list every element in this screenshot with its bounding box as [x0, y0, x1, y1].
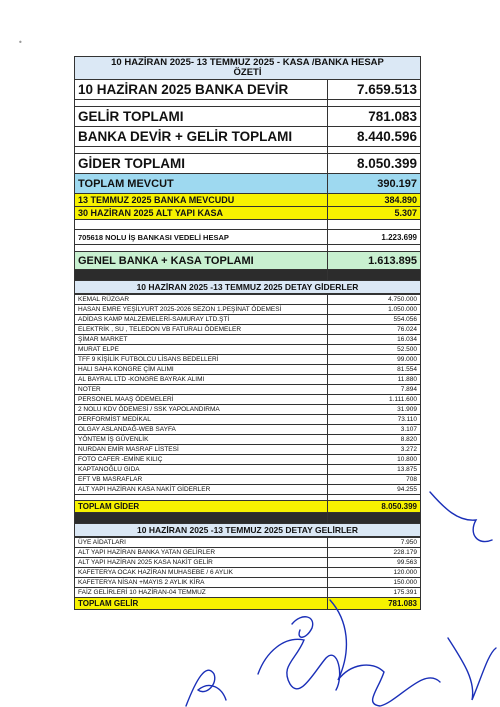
gider-toplami-label: GİDER TOPLAMI	[75, 154, 328, 174]
gider-row-label: HALI SAHA KONGRE ÇİM ALIMI	[75, 365, 328, 375]
gider-row-label: YÖNTEM İŞ GÜVENLİK	[75, 435, 328, 445]
gelir-row-value: 150.000	[328, 578, 421, 588]
gider-row-label: NOTER	[75, 385, 328, 395]
gider-row-label: TFF 9 KİŞİLİK FUTBOLCU LİSANS BEDELLERİ	[75, 355, 328, 365]
gider-row-label: ALT YAPI HAZİRAN KASA NAKİT GİDERLER	[75, 485, 328, 495]
gider-row-value: 81.554	[328, 365, 421, 375]
gider-row-label: OLGAY ASLANDAĞ-WEB SAYFA	[75, 425, 328, 435]
gelir-row-value: 175.391	[328, 588, 421, 598]
gelir-toplami-label: GELİR TOPLAMI	[75, 107, 328, 127]
banka-devir-value: 7.659.513	[328, 80, 421, 100]
signature-4	[448, 638, 496, 700]
gider-row-label: AL BAYRAL LTD -KONGRE BAYRAK ALIMI	[75, 375, 328, 385]
genel-toplam-value: 1.613.895	[328, 252, 421, 270]
gelir-row-label: FAİZ GELİRLERİ 10 HAZİRAN-04 TEMMUZ	[75, 588, 328, 598]
gelir-toplami-value: 781.083	[328, 107, 421, 127]
gider-row-label: ADİDAS KAMP MALZEMELERİ-SAMURAY LTD.ŞTİ	[75, 315, 328, 325]
banka-devir-gelir-value: 8.440.596	[328, 127, 421, 147]
toplam-mevcut-value: 390.197	[328, 174, 421, 194]
gelir-row-value: 99.563	[328, 558, 421, 568]
gelir-row-label: ALT YAPI HAZİRAN 2025 KASA NAKİT GELİR	[75, 558, 328, 568]
genel-toplam-label: GENEL BANKA + KASA TOPLAMI	[75, 252, 328, 270]
banka-devir-gelir-label: BANKA DEVİR + GELİR TOPLAMI	[75, 127, 328, 147]
gider-row-value: 11.880	[328, 375, 421, 385]
gider-row-value: 708	[328, 475, 421, 485]
toplam-gelir-value: 781.083	[328, 598, 421, 610]
gider-row-value: 3.107	[328, 425, 421, 435]
gider-row-value: 1.111.600	[328, 395, 421, 405]
vadeli-hesap-label: 705618 NOLU İŞ BANKASI VEDELİ HESAP	[75, 230, 328, 245]
signature-5	[430, 492, 492, 542]
gelir-row-label: KAFETERYA OCAK HAZİRAN MUHASEBE / 6 AYLIK	[75, 568, 328, 578]
gelirler-title: 10 HAZİRAN 2025 -13 TEMMUZ 2025 DETAY GELİRLER	[75, 524, 421, 537]
signature-2	[258, 639, 340, 690]
signature-1	[186, 670, 226, 706]
gelir-row-value: 120.000	[328, 568, 421, 578]
gider-row-label: KEMAL RÜZGAR	[75, 295, 328, 305]
page-subtitle: ÖZETİ	[233, 67, 262, 78]
gider-row-value: 7.894	[328, 385, 421, 395]
gider-row-value: 16.034	[328, 335, 421, 345]
alt-yapi-kasa-value: 5.307	[328, 207, 421, 220]
gelir-row-label: ÜYE AİDATLARI	[75, 538, 328, 548]
gider-row-value: 94.255	[328, 485, 421, 495]
toplam-gider-label: TOPLAM GİDER	[75, 501, 328, 513]
gelir-row-value: 228.179	[328, 548, 421, 558]
gider-row-label: HASAN EMRE YEŞİLYURT 2025-2026 SEZON 1.PEŞİNAT ÖDEMESİ	[75, 305, 328, 315]
vadeli-hesap-value: 1.223.699	[328, 230, 421, 245]
gider-row-label: 2 NOLU KDV ÖDEMESİ / SSK YAPOLANDIRMA	[75, 405, 328, 415]
gider-row-value: 76.024	[328, 325, 421, 335]
gider-row-label: PERFORMİST MEDİKAL	[75, 415, 328, 425]
signature-6	[292, 617, 313, 638]
toplam-gelir-label: TOPLAM GELİR	[75, 598, 328, 610]
gider-row-label: ŞİMAR MARKET	[75, 335, 328, 345]
page-title: 10 HAZİRAN 2025- 13 TEMMUZ 2025 - KASA /BANKA HESAP	[111, 57, 384, 68]
banka-mevcudu-label: 13 TEMMUZ 2025 BANKA MEVCUDU	[75, 194, 328, 207]
gider-row-label: FOTO CAFER -EMİNE KILIÇ	[75, 455, 328, 465]
gider-toplami-value: 8.050.399	[328, 154, 421, 174]
gider-row-value: 554.056	[328, 315, 421, 325]
gider-row-value: 3.272	[328, 445, 421, 455]
gider-row-value: 31.909	[328, 405, 421, 415]
gider-row-value: 8.820	[328, 435, 421, 445]
gider-row-label: KAPTANOĞLU GIDA	[75, 465, 328, 475]
signature-3	[330, 600, 440, 706]
gelir-row-label: KAFETERYA NİSAN +MAYIS 2 AYLIK KİRA	[75, 578, 328, 588]
gider-row-value: 13.875	[328, 465, 421, 475]
alt-yapi-kasa-label: 30 HAZİRAN 2025 ALT YAPI KASA	[75, 207, 328, 220]
gelir-row-value: 7.950	[328, 538, 421, 548]
toplam-mevcut-label: TOPLAM MEVCUT	[75, 174, 328, 194]
gider-row-value: 99.000	[328, 355, 421, 365]
gider-row-label: EFT VB MASRAFLAR	[75, 475, 328, 485]
gider-row-label: ELEKTRİK , SU , TELEDON VB FATURALI ÖDEMELER	[75, 325, 328, 335]
gider-row-value: 4.750.000	[328, 295, 421, 305]
gider-row-value: 52.500	[328, 345, 421, 355]
gider-row-value: 10.800	[328, 455, 421, 465]
gelir-row-label: ALT YAPI HAZİRAN BANKA YATAN GELİRLER	[75, 548, 328, 558]
toplam-gider-value: 8.050.399	[328, 501, 421, 513]
gider-row-label: NURDAN EMİR MASRAF LİSTESİ	[75, 445, 328, 455]
gider-row-label: MURAT ELPE	[75, 345, 328, 355]
giderler-title: 10 HAZİRAN 2025 -13 TEMMUZ 2025 DETAY GİDERLER	[75, 281, 421, 294]
pen-mark: •	[18, 38, 23, 47]
banka-devir-label: 10 HAZİRAN 2025 BANKA DEVİR	[75, 80, 328, 100]
banka-mevcudu-value: 384.890	[328, 194, 421, 207]
gider-row-value: 73.110	[328, 415, 421, 425]
gider-row-label: PERSONEL MAAŞ ÖDEMELERİ	[75, 395, 328, 405]
gider-row-value: 1.050.000	[328, 305, 421, 315]
